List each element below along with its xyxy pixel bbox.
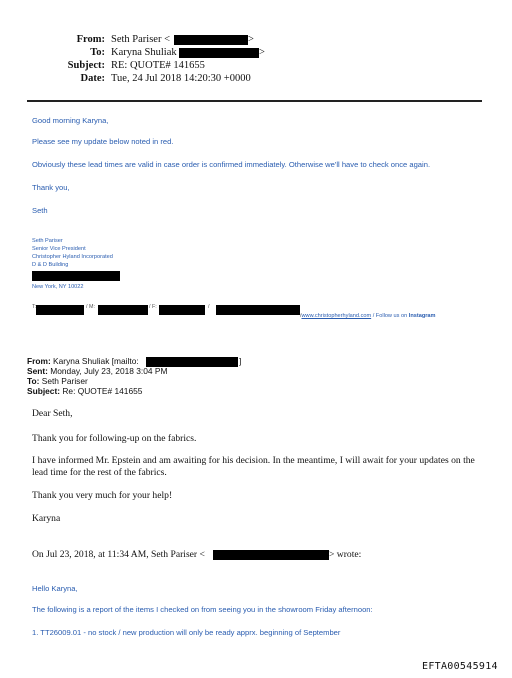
quoted-to xyxy=(27,376,88,386)
reply-line1: Please see my update below noted in red. xyxy=(32,137,174,146)
earlier-line1: The following is a report of the items I checked on from seeing you in the showroom Friday afternoon: xyxy=(32,605,373,614)
header-date-value: Tue, 24 Jul 2018 14:20:30 +0000 xyxy=(111,73,251,84)
bates-number: EFTA00545914 xyxy=(422,661,498,672)
reply-thanks: Thank you, xyxy=(32,183,70,192)
quoted-salutation: Dear Seth, xyxy=(32,408,73,419)
website-link[interactable]: www.christopherhyland.com xyxy=(301,313,372,319)
header-to-tail: > xyxy=(259,47,265,58)
redaction-bar xyxy=(216,305,300,315)
redaction-bar xyxy=(32,271,120,281)
earlier-greeting: Hello Karyna, xyxy=(32,584,78,593)
reply-line2: Obviously these lead times are valid in case order is confirmed immediately. Otherwise we'll have to check once again. xyxy=(32,160,431,169)
signature-mobile-label: / M: xyxy=(86,304,95,310)
follow-text: / Follow us on xyxy=(371,313,409,319)
reply-name: Seth xyxy=(32,206,48,215)
redaction-bar xyxy=(179,48,259,58)
quoted-from xyxy=(27,356,139,366)
reply-greeting: Good morning Karyna, xyxy=(32,116,109,125)
redaction-bar xyxy=(98,305,148,315)
header-date-label: Date: xyxy=(80,73,105,84)
quoted-paragraph-3: Thank you very much for your help! xyxy=(32,490,173,501)
redaction-bar xyxy=(159,305,205,315)
instagram-link[interactable]: Instagram xyxy=(408,313,436,319)
signature-city: New York, NY 10022 xyxy=(32,284,84,290)
quoted-paragraph-1: Thank you for following-up on the fabrics. xyxy=(32,433,197,444)
earlier-attribution: On Jul 23, 2018, at 11:34 AM, Seth Pariser < xyxy=(32,549,205,560)
signature-company: Christopher Hyland Incorporated xyxy=(32,254,113,260)
quoted-to-label: To: xyxy=(27,376,40,386)
signature-building: D & D Building xyxy=(32,262,69,268)
quoted-subject-value: Re: QUOTE# 141655 xyxy=(60,386,143,396)
earlier-item1: 1. TT26009.01 - no stock / new production will only be ready apprx. beginning of September xyxy=(32,628,341,637)
quoted-to-value: Seth Pariser xyxy=(39,376,88,386)
header-from-value xyxy=(111,34,170,45)
redaction-bar xyxy=(36,305,84,315)
earlier-attribution-end: > wrote: xyxy=(329,549,362,560)
signature-title: Senior Vice President xyxy=(32,246,86,252)
header-divider xyxy=(27,100,482,102)
signature-name: Seth Pariser xyxy=(32,238,63,244)
quoted-subject xyxy=(27,386,142,396)
header-from-name: Seth Pariser < xyxy=(111,34,170,45)
quoted-sent-label: Sent: xyxy=(27,366,48,376)
signature-links xyxy=(300,304,436,322)
quoted-signoff: Karyna xyxy=(32,513,61,524)
quoted-from-label: From: xyxy=(27,356,51,366)
quoted-from-tail: ] xyxy=(239,356,242,366)
signature-phone-label: T: xyxy=(32,304,37,310)
redaction-bar xyxy=(213,550,329,560)
header-subject-label: Subject: xyxy=(67,60,105,71)
quoted-sent-value: Monday, July 23, 2018 3:04 PM xyxy=(47,366,168,376)
header-from-tail: > xyxy=(248,34,254,45)
quoted-paragraph-2: I have informed Mr. Epstein and am awaiting for his decision. In the meantime, I will await for your updates on the lead time for the rest of the fabrics. xyxy=(32,455,475,478)
header-from-label: From: xyxy=(76,34,105,45)
quoted-from-value: Karyna Shuliak [mailto: xyxy=(50,356,139,366)
signature-fax-label: / F: xyxy=(149,304,157,310)
quoted-subject-label: Subject: xyxy=(27,386,61,396)
signature-slash: / xyxy=(300,313,302,319)
quoted-sent xyxy=(27,366,167,376)
header-to-label: To: xyxy=(90,47,105,58)
redaction-bar xyxy=(174,35,248,45)
header-to-value: Karyna Shuliak xyxy=(111,47,177,58)
header-subject-value: RE: QUOTE# 141655 xyxy=(111,60,205,71)
signature-slash: / xyxy=(208,304,210,310)
